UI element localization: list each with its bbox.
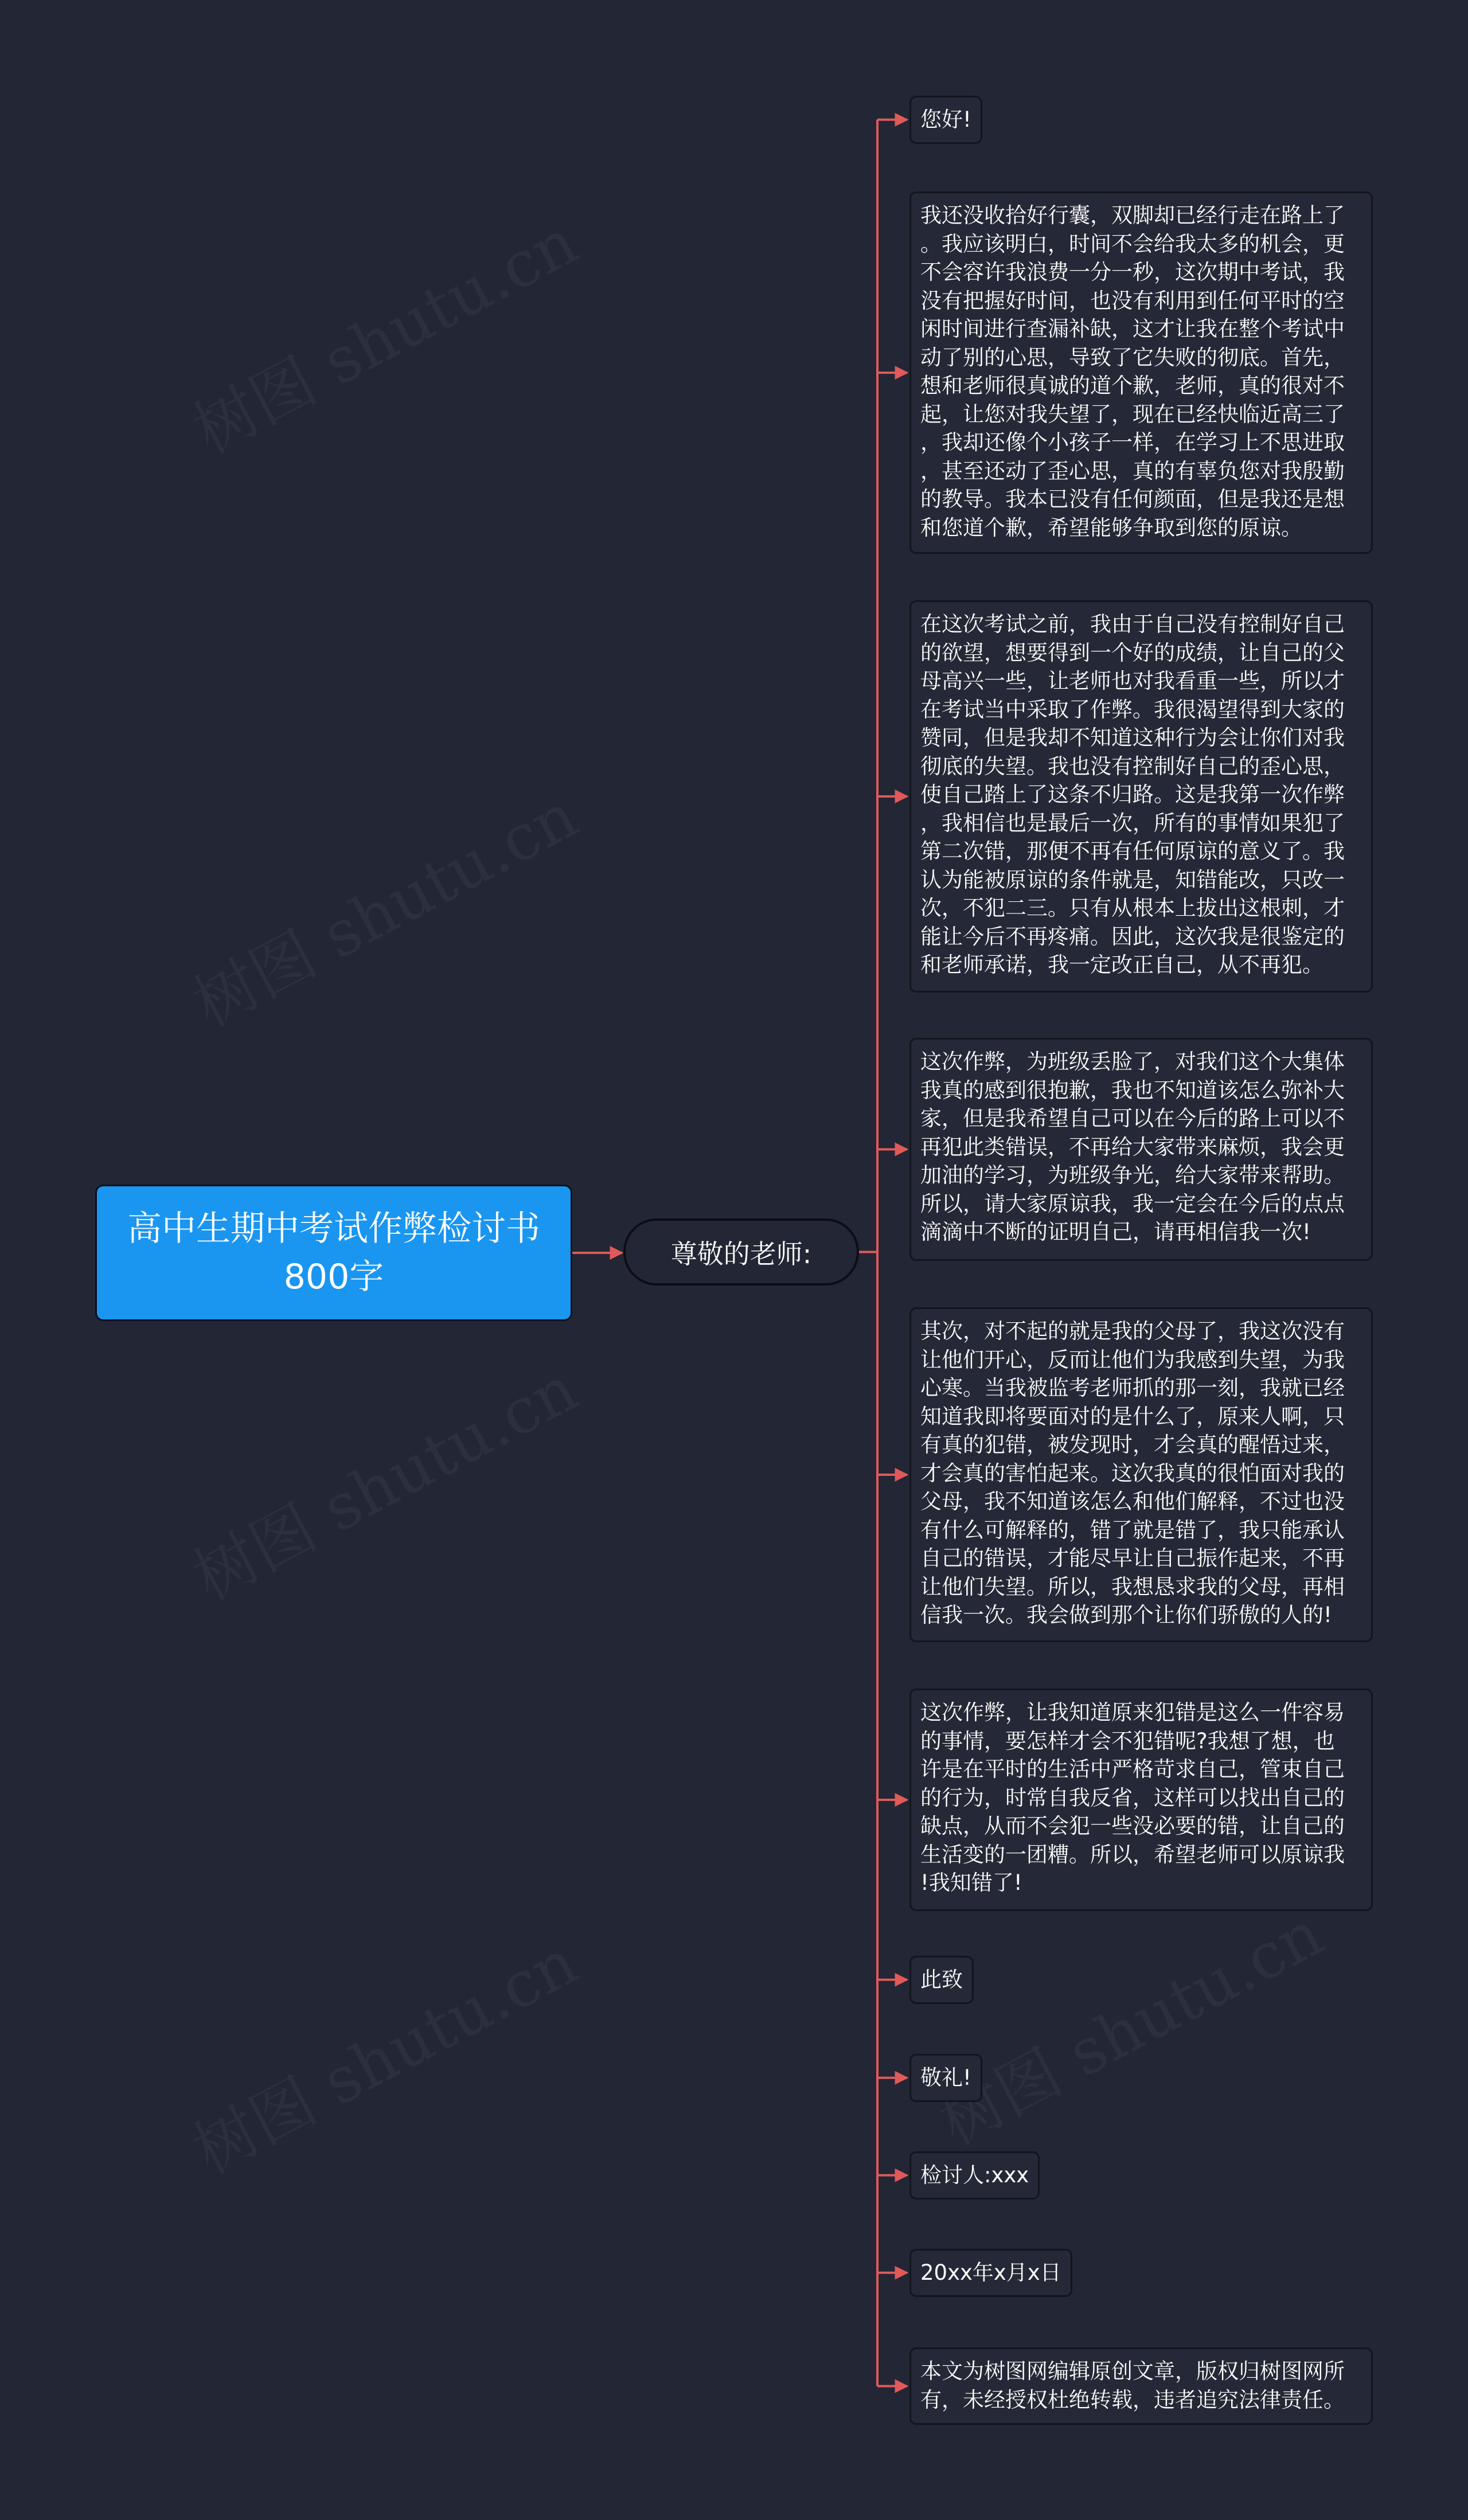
leaf-paragraph-1[interactable]: 我还没收拾好行囊，双脚却已经行走在路上了 。我应该明白，时间不会给我太多的机会，更 不会容许我浪费一分一秒，这次期中考试，我 没有把握好时间，也没有利用到任何平时的空 闲时间进行查漏补缺，这才让我在整个考试中 动了别的心思，导致了它失败的彻底。首先， 想和老师很真诚的道个歉，老师，真的很对不 起，让您对我失望了，现在已经快临近高三了 ，我却还像个小孩子一样，在学习上不思进取 ，甚至还动了歪心思，真的有辜负您对我殷勤 的教导。我本已没有任何颜面，但是我还是想 和您道个歉，希望能够争取到您的原谅。: [909, 192, 1373, 554]
leaf-date[interactable]: 20xx年x月x日: [909, 2249, 1072, 2297]
leaf-paragraph-3[interactable]: 这次作弊，为班级丢脸了，对我们这个大集体 我真的感到很抱歉，我也不知道该怎么弥补大 家，但是我希望自己可以在今后的路上可以不 再犯此类错误，不再给大家带来麻烦，我会更 加油的学习，为班级争光，给大家带来帮助。 所以，请大家原谅我，我一定会在今后的点点 滴滴中不断的证明自己，请再相信我一次!: [909, 1038, 1373, 1261]
root-topic-label: 高中生期中考试作弊检讨书800字: [127, 1209, 540, 1297]
leaf-signer[interactable]: 检讨人:xxx: [909, 2151, 1040, 2199]
leaf-hello[interactable]: 您好!: [909, 96, 982, 144]
leaf-closing[interactable]: 此致: [909, 1956, 974, 2004]
greeting-topic-label: 尊敬的老师:: [670, 1238, 812, 1269]
leaf-copyright[interactable]: 本文为树图网编辑原创文章，版权归树图网所 有，未经授权杜绝转载，违者追究法律责任。: [909, 2347, 1373, 2425]
leaf-paragraph-4[interactable]: 其次，对不起的就是我的父母了，我这次没有 让他们开心，反而让他们为我感到失望，为我 心寒。当我被监考老师抓的那一刻，我就已经 知道我即将要面对的是什么了，原来人啊，只 有真的犯错，被发现时，才会真的醒悟过来， 才会真的害怕起来。这次我真的很怕面对我的 父母，我不知道该怎么和他们解释，不过也没 有什么可解释的，错了就是错了，我只能承认 自己的错误，才能尽早让自己振作起来，不再 让他们失望。所以，我想恳求我的父母，再相 信我一次。我会做到那个让你们骄傲的人的!: [909, 1307, 1373, 1642]
greeting-topic[interactable]: [623, 1218, 859, 1286]
root-topic[interactable]: [95, 1185, 572, 1321]
leaf-paragraph-5[interactable]: 这次作弊，让我知道原来犯错是这么一件容易 的事情，要怎样才会不犯错呢?我想了想，也 许是在平时的生活中严格苛求自己，管束自己 的行为，时常自我反省，这样可以找出自己的 缺点，从而不会犯一些没必要的错，让自己的 生活变的一团糟。所以，希望老师可以原谅我 !我知错了!: [909, 1689, 1373, 1911]
leaf-salute[interactable]: 敬礼!: [909, 2054, 982, 2102]
leaf-paragraph-2[interactable]: 在这次考试之前，我由于自己没有控制好自己 的欲望，想要得到一个好的成绩，让自己的父 母高兴一些，让老师也对我看重一些，所以才 在考试当中采取了作弊。我很渴望得到大家的 赞同，但是我却不知道这种行为会让你们对我 彻底的失望。我也没有控制好自己的歪心思， 使自己踏上了这条不归路。这是我第一次作弊 ，我相信也是最后一次，所有的事情如果犯了 第二次错，那便不再有任何原谅的意义了。我 认为能被原谅的条件就是，知错能改，只改一 次，不犯二三。只有从根本上拔出这根刺，才 能让今后不再疼痛。因此，这次我是很鉴定的 和老师承诺，我一定改正自己，从不再犯。: [909, 600, 1373, 993]
